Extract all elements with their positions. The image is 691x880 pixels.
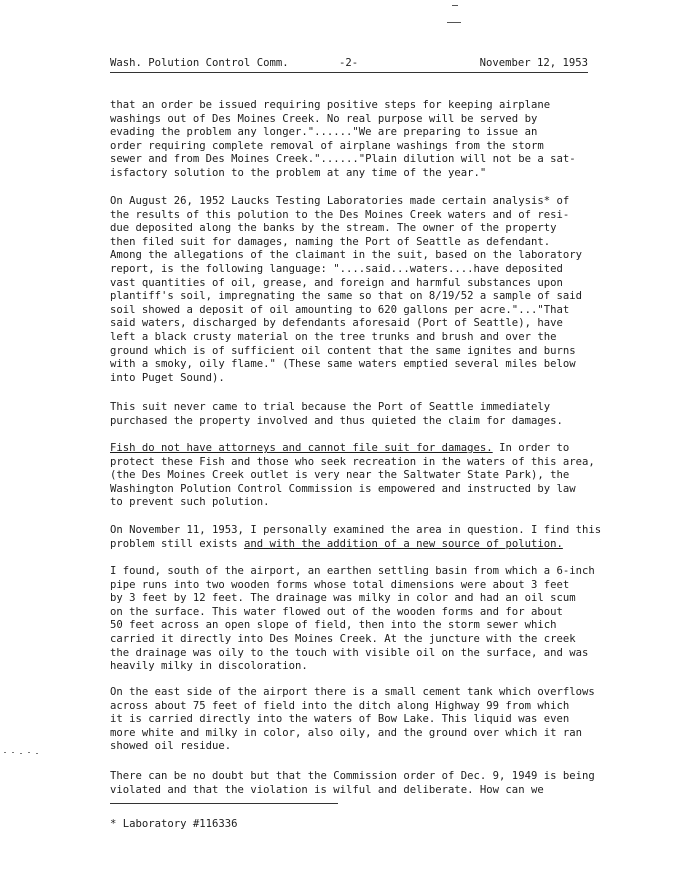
underlined-statement: Fish do not have attorneys and cannot file suit for damages. bbox=[110, 442, 493, 454]
paragraph-laboratory-analysis: On August 26, 1952 Laucks Testing Laboratories made certain analysis* of the results of this polution to the Des Moines Creek waters and of resi- due deposited along the banks by the stream. The owner of the property then filed suit for damages, naming the Port of Seattle as defendant. Among the allegations of the claimant in the suit, based on the laboratory report, is the following language: "....said...waters....have deposited vast quantities of oil, grease, and foreign and harmful substances upon plantiff's soil, impregnating the same so that on 8/19/52 a sample of said soil showed a deposit of oil amounting to 620 gallons per acre."..."That said waters, discharged by defendants aforesaid (Port of Seattle), have left a black crusty material on the tree trunks and brush and over the ground which is of sufficient oil content that the same ignites and burns with a smoky, oily flame." (These same waters emptied several miles below into Puget Sound). bbox=[110, 195, 582, 384]
scan-speck bbox=[12, 752, 14, 753]
scan-mark bbox=[452, 5, 458, 6]
footnote-divider bbox=[110, 803, 338, 804]
header-date: November 12, 1953 bbox=[479, 57, 588, 69]
header-addressee: Wash. Polution Control Comm. bbox=[110, 57, 289, 69]
paragraph-fish-text: In order to protect these Fish and those who seek recreation in the waters of this area, (the Des Moines Creek outlet is very near the Saltwater State Park), the Washington Polution Control Commission is empowered and instructed by law to prevent such polution. bbox=[110, 442, 595, 509]
paragraph-order-quote: that an order be issued requiring positive steps for keeping airplane washings out of Des Moines Creek. No real purpose will be served by evading the problem any longer."......"We are preparing to issue an order requiring complete removal of airplane washings from the storm sewer and from Des Moines Creek."......"Plain dilution will not be a sat- isfactory solution to the problem at any time of the year." bbox=[110, 99, 576, 179]
page-header bbox=[110, 56, 588, 73]
header-page-number: -2- bbox=[339, 57, 359, 69]
paragraph-suit-outcome: This suit never came to trial because the Port of Seattle immediately purchased the property involved and thus quieted the claim for damages. bbox=[110, 401, 563, 427]
scan-speck bbox=[28, 752, 30, 753]
scan-speck bbox=[36, 753, 38, 754]
inspection-text: On November 11, 1953, I personally examined the area in question. I find this problem still exists bbox=[110, 524, 602, 550]
paragraph-inspection bbox=[110, 524, 642, 551]
paragraph-south-basin: I found, south of the airport, an earthen settling basin from which a 6-inch pipe runs into two wooden forms whose total dimensions were about 3 feet by 3 feet by 12 feet. The drainage was milky in color and had an oil scum on the surface. This water flowed out of the wooden forms and for about 50 feet across an open slope of field, then into the storm sewer which carried it directly into Des Moines Creek. At the juncture with the creek the drainage was oily to the touch with visible oil on the surface, and was heavily milky in discoloration. bbox=[110, 565, 595, 673]
paragraph-fish-protection bbox=[110, 442, 642, 510]
scan-mark bbox=[447, 22, 461, 23]
scan-speck bbox=[4, 752, 6, 753]
paragraph-east-tank: On the east side of the airport there is a small cement tank which overflows across about 75 feet of field into the ditch along Highway 99 from which it is carried directly into the waters of Bow Lake. This liquid was even more white and milky in color, also oily, and the ground over which it ran showed oil residue. bbox=[110, 686, 595, 753]
paragraph-violation: There can be no doubt but that the Commission order of Dec. 9, 1949 is being violated and that the violation is wilful and deliberate. How can we bbox=[110, 770, 595, 796]
scan-speck bbox=[20, 753, 22, 754]
underlined-new-source: and with the addition of a new source of polution. bbox=[243, 537, 563, 550]
footnote: * Laboratory #116336 bbox=[110, 818, 238, 830]
